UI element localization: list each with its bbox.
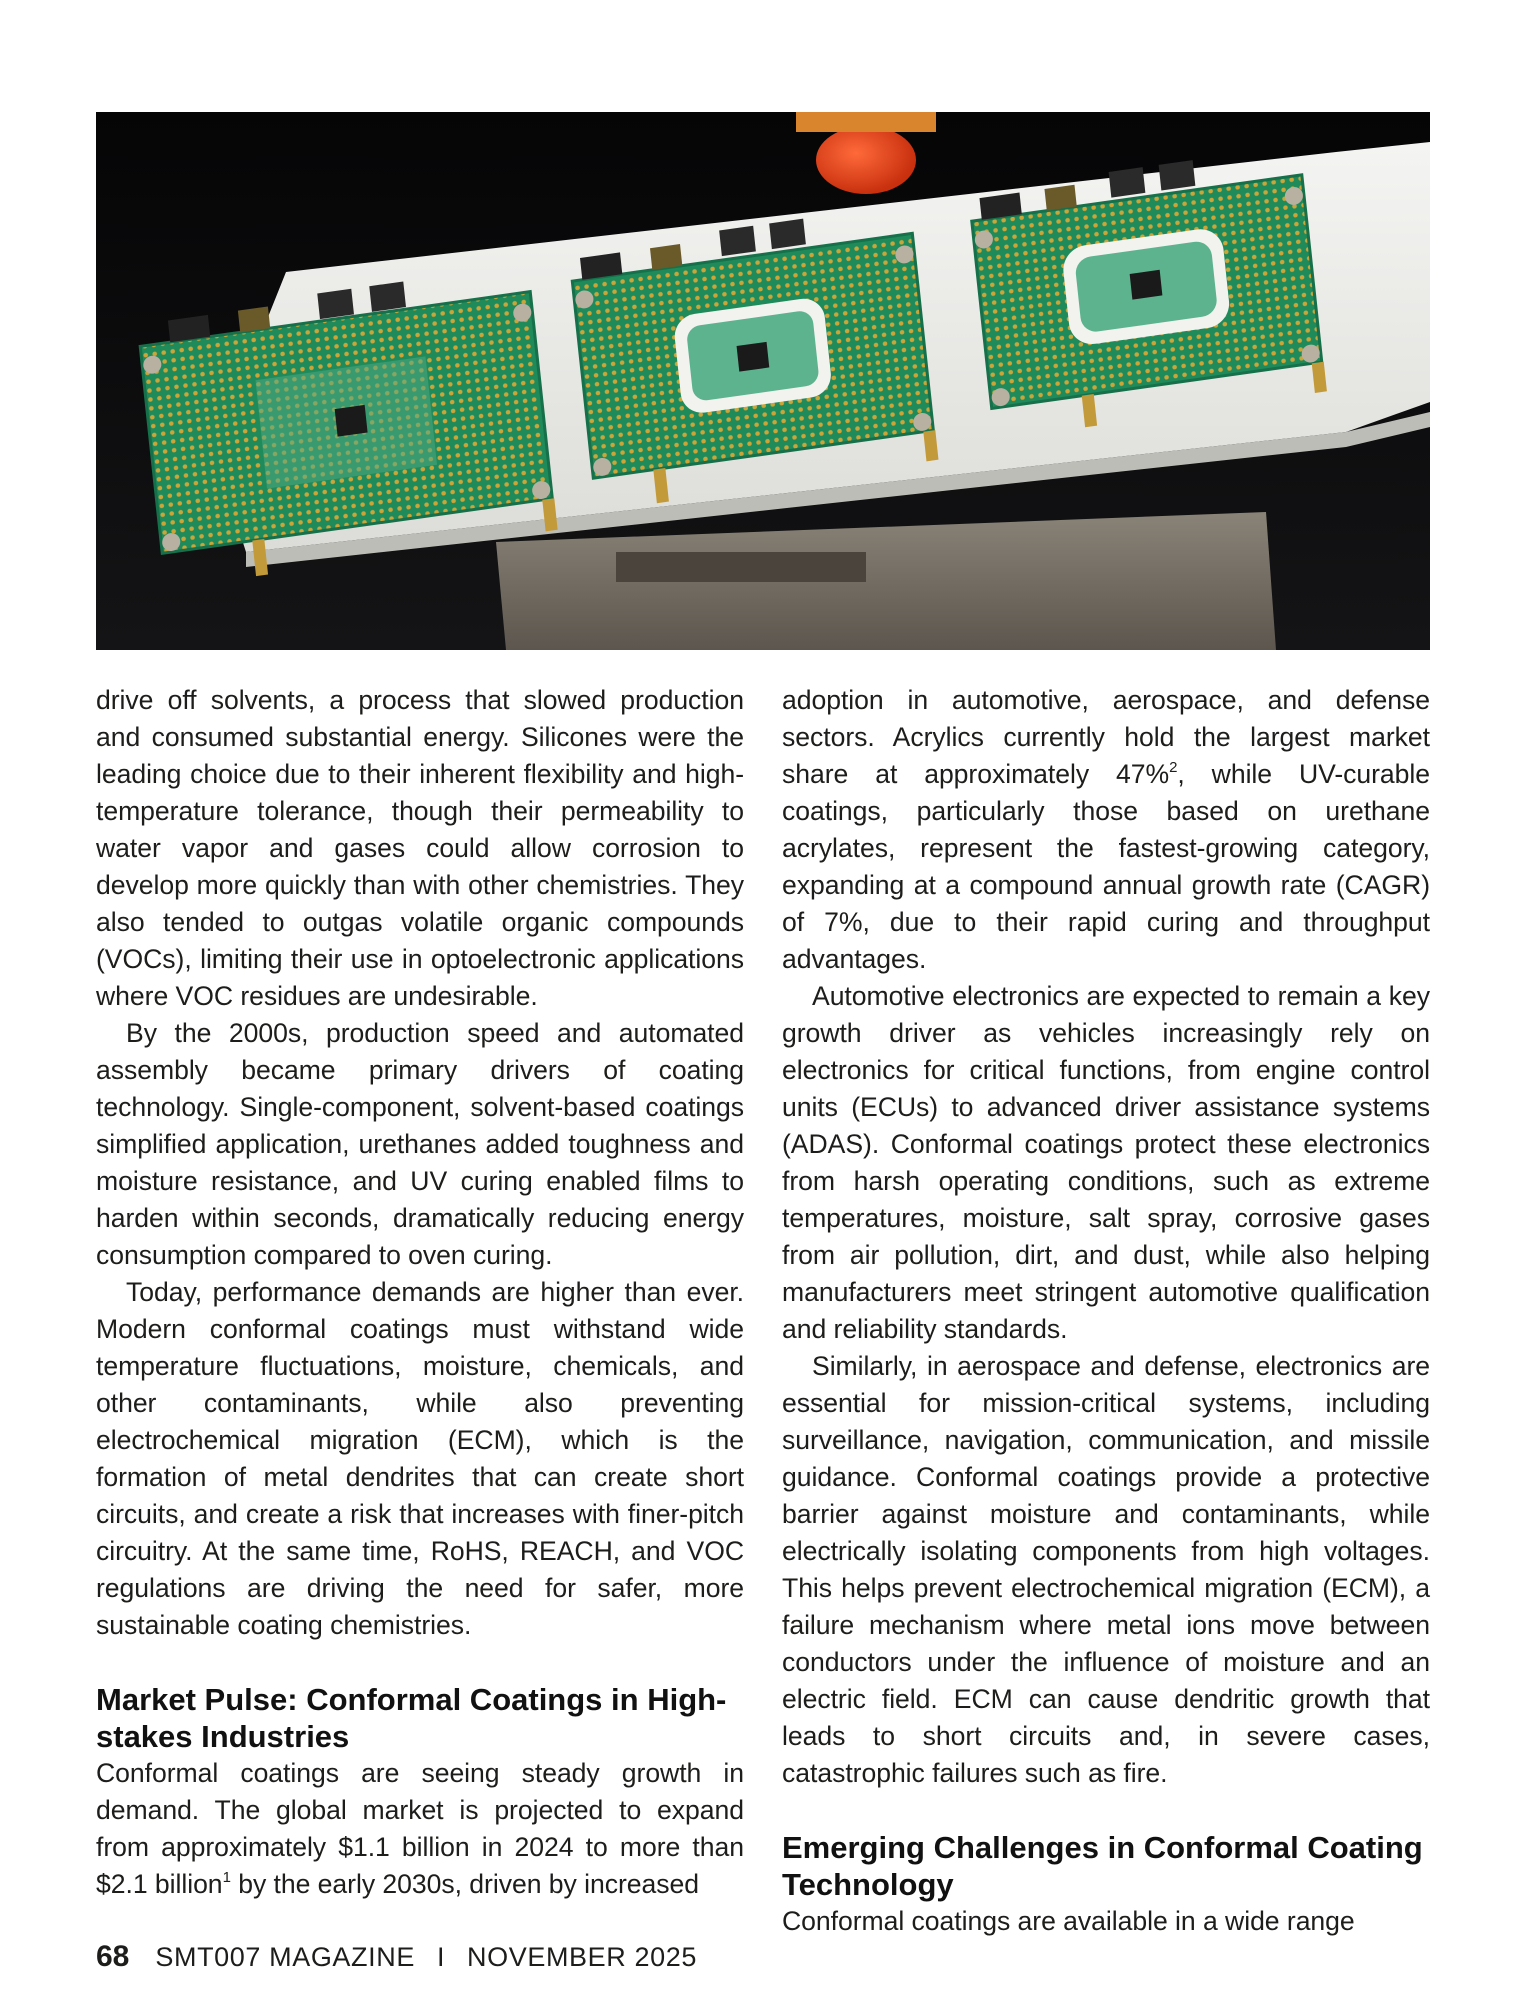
pcb-photo-icon xyxy=(96,112,1430,650)
paragraph-text: Conformal coatings are seeing steady growth in demand. The global market is projected to expand from approximately $1.1 billion in 2024 to more than $2.1 billion xyxy=(96,1758,744,1899)
section-heading: Emerging Challenges in Conformal Coating Technology xyxy=(782,1830,1423,1902)
footnote-ref: 2 xyxy=(1169,759,1178,777)
issue-date: NOVEMBER 2025 xyxy=(467,1942,697,1972)
magazine-name: SMT007 MAGAZINE xyxy=(155,1942,415,1972)
body-paragraph: Automotive electronics are expected to remain a key growth driver as vehicles increasingly rely on electronics for critical functions, from engine control units (ECUs) to advanced driver assistance systems (ADAS). Conformal coatings protect these electronics from harsh operating conditions, such as extreme temperatures, moisture, salt spray, corrosive gases from air pollution, dirt, and dust, while also helping manufacturers meet stringent automotive qualification and reliability standards. xyxy=(782,981,1430,1344)
body-paragraph: Similarly, in aerospace and defense, electronics are essential for mission-critical systems, including surveillance, navigation, communication, and missile guidance. Conformal coatings provide a protective barrier against moisture and contaminants, while electrically isolating components from high voltages. This helps prevent electrochemical migration (ECM), a failure mechanism where metal ions move between conductors under the influence of moisture and an electric field. ECM can cause dendritic growth that leads to short circuits and, in severe cases, catastrophic failures such as fire. xyxy=(782,1351,1430,1788)
right-column xyxy=(782,682,1430,1940)
body-paragraph: Conformal coatings are available in a wide range xyxy=(782,1906,1355,1936)
paragraph-text: adoption in automotive, aerospace, and defense sectors. Acrylics currently hold the largest market share at approximately 47% xyxy=(782,685,1430,789)
paragraph-text: by the early 2030s, driven by increased xyxy=(230,1869,699,1899)
page-number: 68 xyxy=(96,1940,130,1973)
body-paragraph: Today, performance demands are higher than ever. Modern conformal coatings must withstand wide temperature fluctuations, moisture, chemicals, and other contaminants, while also preventing electrochemical migration (ECM), which is the formation of metal dendrites that can create short circuits, and create a risk that increases with finer-pitch circuitry. At the same time, RoHS, REACH, and VOC regulations are driving the need for safer, more sustainable coating chemistries. xyxy=(96,1277,744,1640)
footer-separator: I xyxy=(436,1942,446,1972)
body-paragraph xyxy=(782,682,1430,978)
footnote-ref: 1 xyxy=(222,1869,231,1887)
page-footer xyxy=(96,1940,697,1980)
body-paragraph xyxy=(96,1755,744,1903)
body-paragraph: By the 2000s, production speed and automated assembly became primary drivers of coating technology. Single-component, solvent-based coatings simplified application, urethanes added toughness and moisture resistance, and UV curing enabled films to harden within seconds, dramatically reducing energy consumption compared to oven curing. xyxy=(96,1018,744,1270)
paragraph-text: , while UV-curable coatings, particularly those based on urethane acrylates, represent the fastest-growing category, expanding at a compound annual growth rate (CAGR) of 7%, due to their rapid curing and throughput advantages. xyxy=(782,759,1431,974)
left-column xyxy=(96,682,744,1903)
body-paragraph: drive off solvents, a process that slowed production and consumed substantial energy. Silicones were the leading choice due to their inherent flexibility and high-temperature tolerance, though their permeability to water vapor and gases could allow corrosion to develop more quickly than with other chemistries. They also tended to outgas volatile organic compounds (VOCs), limiting their use in optoelectronic applications where VOC residues are undesirable. xyxy=(96,685,744,1011)
section-heading: Market Pulse: Conformal Coatings in High-stakes Industries xyxy=(96,1682,727,1754)
pcb-photo xyxy=(96,112,1430,650)
